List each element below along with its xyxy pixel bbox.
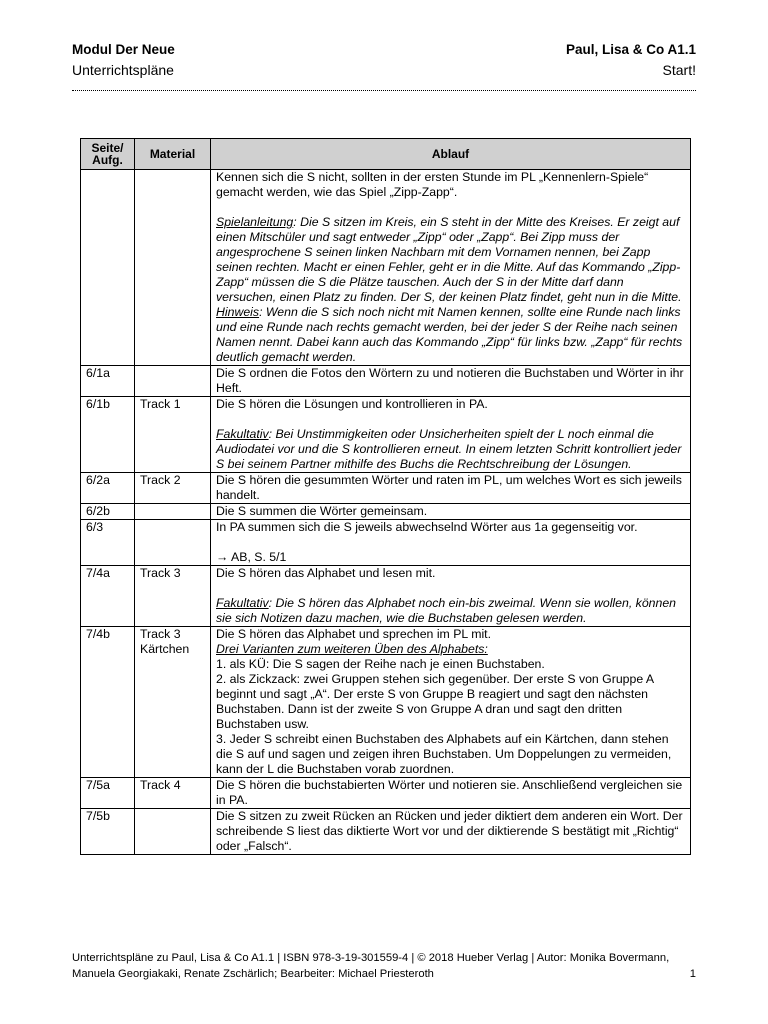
- page-number: 1: [689, 968, 696, 980]
- fakultativ-text: [216, 427, 685, 472]
- ablauf-cell: [211, 170, 691, 366]
- workbook-reference: → AB, S. 5/1: [216, 550, 287, 564]
- table-row: [81, 504, 691, 520]
- ablauf-cell: Die S ordnen die Fotos den Wörtern zu und notieren die Buchstaben und Wörter in ihr Heft.: [211, 366, 691, 397]
- ablauf-cell: Die S summen die Wörter gemeinsam.: [211, 504, 691, 520]
- step-text: In PA summen sich die S jeweils abwechselnd Wörter aus 1a gegenseitig vor.: [216, 520, 638, 534]
- table-row: [81, 473, 691, 504]
- lesson-plan-table: [80, 138, 691, 855]
- hinweis-text: [216, 305, 685, 365]
- column-header-seite: Seite/ Aufg.: [81, 139, 135, 170]
- module-subtitle: Unterrichtspläne: [72, 62, 174, 78]
- spielanleitung-text: [216, 215, 685, 305]
- seite-cell: 6/2a: [81, 473, 135, 504]
- material-item: Kärtchen: [140, 642, 190, 656]
- material-cell: Track 3: [135, 566, 211, 627]
- page-footer: [72, 950, 696, 982]
- footer-line-1: Unterrichtspläne zu Paul, Lisa & Co A1.1 | ISBN 978-3-19-301559-4 | © 2018 Hueber Verlag | Autor: Monika Bovermann,: [72, 952, 670, 964]
- material-cell: [135, 504, 211, 520]
- column-header-material: Material: [135, 139, 211, 170]
- ablauf-cell: Die S sitzen zu zweit Rücken an Rücken und jeder diktiert dem anderen ein Wort. Der schreibende S liest das diktierte Wort vor und der diktierende S bestätigt mit „Richtig“ oder „Falsch“.: [211, 809, 691, 855]
- table-row: [81, 366, 691, 397]
- seite-cell: 6/3: [81, 520, 135, 566]
- material-cell: [135, 809, 211, 855]
- spielanleitung-body: : Die S sitzen im Kreis, ein S steht in der Mitte des Kreises. Er zeigt auf einen Mitschüler und sagt entweder „Zipp“ oder „Zapp“. Bei Zipp muss der angesprochene S seinen linken Nachbarn mit dem Vornamen nennen, bei Zapp seinen rechten. Macht er einen Fehler, geht er in die Mitte. Auf das Kommando „Zipp-Zapp“ müssen die S die Plätze tauschen. Auch der S in der Mitte darf dann versuchen, einen Platz zu finden. Der S, der keinen Platz findet, geht nun in die Mitte.: [216, 215, 682, 304]
- material-cell: [135, 170, 211, 366]
- table-row: [81, 566, 691, 627]
- table-row: [81, 778, 691, 809]
- varianten-heading: Drei Varianten zum weiteren Üben des Alphabets:: [216, 642, 488, 656]
- variant-2: 2. als Zickzack: zwei Gruppen stehen sich gegenüber. Der erste S von Gruppe A beginnt und sagt „A“. Der erste S von Gruppe B reagiert und sagt den nächsten Buchstaben. Dann ist der zweite S von Gruppe A dran und sagt den dritten Buchstaben usw.: [216, 672, 654, 731]
- material-cell: [135, 627, 211, 778]
- ablauf-cell: [211, 520, 691, 566]
- column-header-ablauf: Ablauf: [211, 139, 691, 170]
- variant-1: 1. als KÜ: Die S sagen der Reihe nach je einen Buchstaben.: [216, 657, 545, 671]
- seite-cell: [81, 170, 135, 366]
- module-title: Modul Der Neue: [72, 42, 175, 57]
- intro-text: Kennen sich die S nicht, sollten in der ersten Stunde im PL „Kennenlern-Spiele“ gemacht werden, wie das Spiel „Zipp-Zapp“.: [216, 170, 649, 199]
- fakultativ-body: : Bei Unstimmigkeiten oder Unsicherheiten spielt der L noch einmal die Audiodatei vor und die S kontrollieren erneut. In einem letzten Schritt kontrolliert jeder S bei seinem Partner mithilfe des Buchs die Rechtschreibung der Lösungen.: [216, 427, 682, 471]
- table-row: [81, 397, 691, 473]
- table-row: [81, 170, 691, 366]
- material-cell: [135, 520, 211, 566]
- spielanleitung-label: Spielanleitung: [216, 215, 294, 229]
- ablauf-cell: [211, 397, 691, 473]
- ablauf-cell: Die S hören die buchstabierten Wörter und notieren sie. Anschließend vergleichen sie in PA.: [211, 778, 691, 809]
- page-header: [72, 42, 696, 91]
- book-subtitle: Start!: [662, 62, 696, 78]
- material-cell: Track 1: [135, 397, 211, 473]
- book-title: Paul, Lisa & Co A1.1: [565, 42, 696, 57]
- fakultativ-body: : Die S hören das Alphabet noch ein-bis zweimal. Wenn sie wollen, können sie sich Notizen dazu machen, wie die Buchstaben gelesen werden.: [216, 596, 677, 625]
- table-row: [81, 520, 691, 566]
- seite-cell: 6/1a: [81, 366, 135, 397]
- seite-cell: 6/1b: [81, 397, 135, 473]
- seite-cell: 7/4b: [81, 627, 135, 778]
- material-cell: [135, 366, 211, 397]
- seite-cell: 7/4a: [81, 566, 135, 627]
- material-cell: Track 2: [135, 473, 211, 504]
- variant-3: 3. Jeder S schreibt einen Buchstaben des Alphabets auf ein Kärtchen, dann stehen die S auf und sagen und zeigen ihren Buchstaben. Um Doppelungen zu vermeiden, kann der L die Buchstaben vorab zuordnen.: [216, 732, 672, 776]
- ablauf-cell: Die S hören die gesummten Wörter und raten im PL, um welches Wort es sich jeweils handelt.: [211, 473, 691, 504]
- seite-cell: 7/5a: [81, 778, 135, 809]
- seite-cell: 7/5b: [81, 809, 135, 855]
- fakultativ-label: Fakultativ: [216, 596, 269, 610]
- step-text: Die S hören die Lösungen und kontrollieren in PA.: [216, 397, 488, 411]
- table-row: [81, 627, 691, 778]
- material-item: Track 3: [140, 627, 181, 641]
- step-text: Die S hören das Alphabet und sprechen im PL mit.: [216, 627, 492, 641]
- material-cell: Track 4: [135, 778, 211, 809]
- seite-cell: 6/2b: [81, 504, 135, 520]
- footer-line-2: Manuela Georgiakaki, Renate Zschärlich; Bearbeiter: Michael Priesteroth: [72, 968, 434, 980]
- ablauf-cell: [211, 627, 691, 778]
- table-header-row: [81, 139, 691, 170]
- hinweis-body: : Wenn die S sich noch nicht mit Namen kennen, sollte eine Runde nach links und eine Runde nach rechts gemacht werden, bei der jeder S der Reihe nach seinen Namen nennt. Dabei kann auch das Kommando „Zipp“ für links bzw. „Zapp“ für rechts deutlich gemacht werden.: [216, 305, 683, 364]
- fakultativ-text: [216, 596, 685, 626]
- fakultativ-label: Fakultativ: [216, 427, 269, 441]
- table-row: [81, 809, 691, 855]
- ablauf-cell: [211, 566, 691, 627]
- hinweis-label: Hinweis: [216, 305, 260, 319]
- step-text: Die S hören das Alphabet und lesen mit.: [216, 566, 436, 580]
